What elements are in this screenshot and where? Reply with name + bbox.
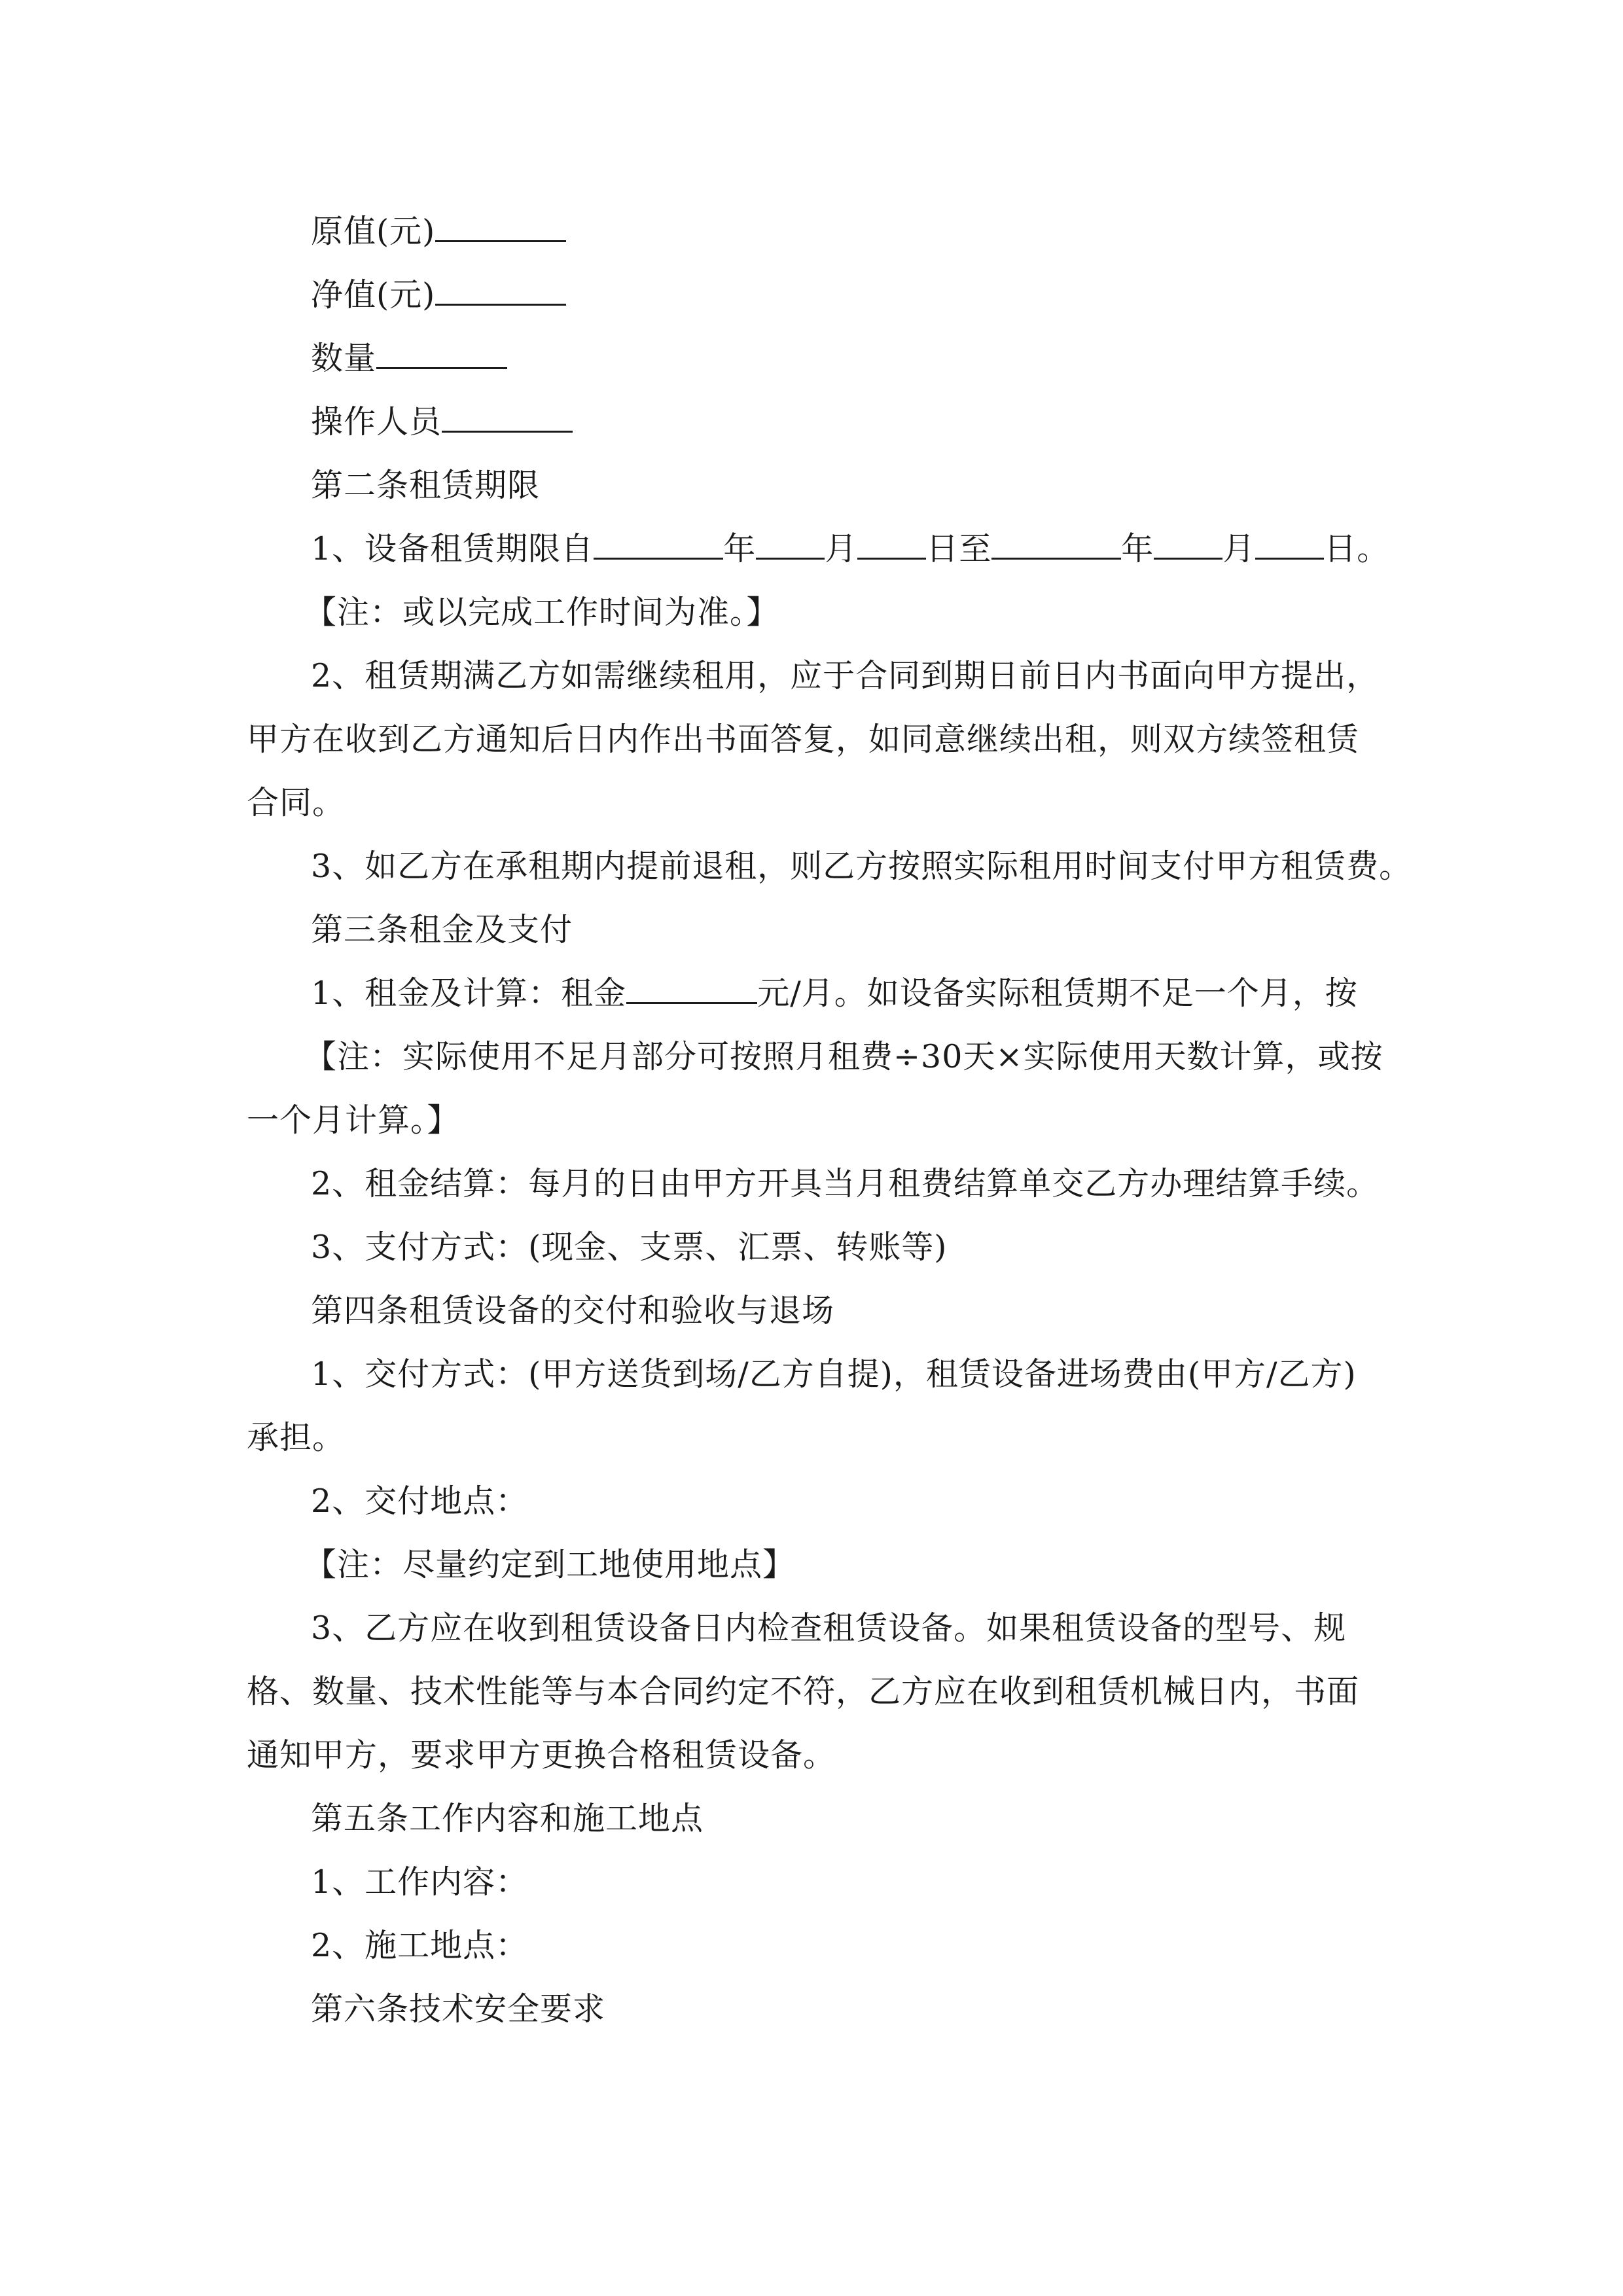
article-3-item-3: 3、支付方式：(现金、支票、汇票、转账等) (311, 1229, 948, 1266)
article-3-item-2: 2、租金结算：每月的日由甲方开具当月租费结算单交乙方办理结算手续。 (311, 1165, 1380, 1202)
blank-line (756, 529, 825, 560)
article-4-item-1: 1、交付方式：(甲方送货到场/乙方自提)，租赁设备进场费由(甲方/乙方)承担。 (247, 1355, 1357, 1456)
document-body (247, 200, 1412, 2041)
article-2-title: 第二条租赁期限 (311, 467, 541, 504)
article-5-item-2: 2、施工地点： (311, 1927, 529, 1964)
blank-line (442, 402, 573, 433)
article-4-title: 第四条租赁设备的交付和验收与退场 (311, 1292, 835, 1329)
article-3-title: 第三条租金及支付 (311, 911, 573, 948)
article-4-item-3: 3、乙方应在收到租赁设备日内检查租赁设备。如果租赁设备的型号、规格、数量、技术性能等与本合同约定不符，乙方应在收到租赁机械日内，书面通知甲方，要求甲方更换合格租赁设备。 (247, 1609, 1360, 1774)
article-2-item-3: 3、如乙方在承租期内提前退租，则乙方按照实际租用时间支付甲方租赁费。 (311, 848, 1412, 885)
field-operator: 操作人员 (247, 390, 1389, 454)
article-4-item-2: 2、交付地点： (311, 1482, 529, 1520)
article-4-note: 【注：尽量约定到工地使用地点】 (304, 1546, 796, 1583)
blank-line (435, 275, 566, 306)
field-quantity: 数量 (247, 327, 1389, 390)
article-5-title: 第五条工作内容和施工地点 (311, 1800, 704, 1837)
field-net-value: 净值(元) (247, 263, 1389, 327)
blank-line (435, 211, 566, 242)
blank-line (594, 529, 723, 560)
blank-line (1154, 529, 1222, 560)
article-3-note: 【注：实际使用不足月部分可按照月租费÷30天×实际使用天数计算，或按一个月计算。】 (247, 1038, 1383, 1139)
blank-line (626, 973, 757, 1004)
blank-line (1255, 529, 1324, 560)
field-original-value: 原值(元) (247, 200, 1389, 263)
blank-line (991, 529, 1121, 560)
blank-line (857, 529, 926, 560)
article-6-title: 第六条技术安全要求 (311, 1990, 606, 2028)
article-2-item-2: 2、租赁期满乙方如需继续租用，应于合同到期日前日内书面向甲方提出，甲方在收到乙方通知后日内作出书面答复，如同意继续出租，则双方续签租赁合同。 (247, 657, 1380, 821)
article-3-item-1: 1、租金及计算：租金 元/月。如设备实际租赁期不足一个月，按 (311, 975, 1358, 1012)
blank-line (376, 338, 507, 369)
article-2-note: 【注：或以完成工作时间为准。】 (304, 594, 779, 631)
article-5-item-1: 1、工作内容： (311, 1863, 529, 1901)
article-2-item-1: 1、设备租赁期限自 年 月 日至 年 月 日。 (311, 530, 1390, 567)
